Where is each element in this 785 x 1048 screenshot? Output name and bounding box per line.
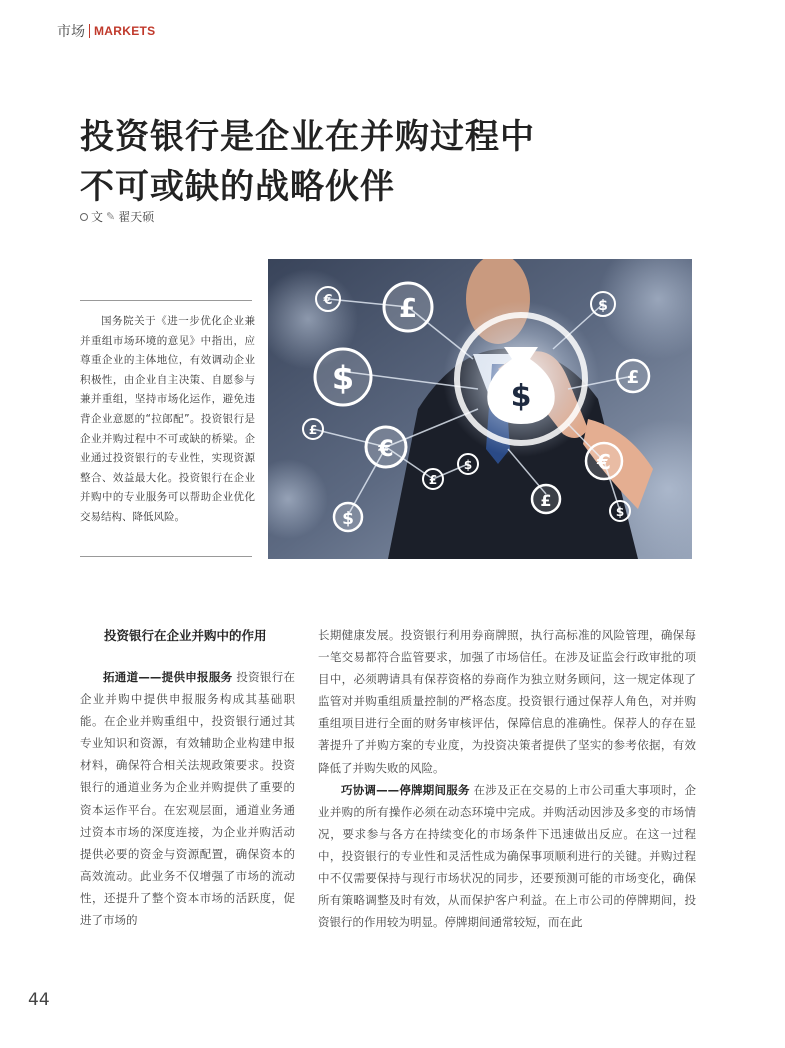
svg-text:$: $ [331,359,355,397]
svg-text:$: $ [510,379,532,414]
byline-prefix: 文 [91,210,104,224]
svg-text:£: £ [626,367,640,388]
paragraph-lead: 巧协调——停牌期间服务 [341,782,470,797]
abstract-top-rule [80,300,252,301]
svg-text:€: € [378,437,394,462]
author-name: 翟天硕 [118,210,155,224]
hero-illustration [268,259,692,559]
pound-icon [532,485,560,513]
svg-text:€: € [597,450,611,474]
svg-text:$: $ [463,458,473,472]
byline [80,208,154,225]
body-paragraph [80,666,295,931]
section-header [57,22,155,40]
svg-text:£: £ [398,294,418,324]
paragraph-text: 在涉及正在交易的上市公司重大事项时，企业并购的所有操作必须在动态环境中完成。并购活动因涉及多变的市场情况，要求参与各方在持续变化的市场条件下迅速做出反应。在这一过程中，投资银行的专业性和灵活性成为确保事项顺利进行的关键。并购过程中不仅需要保持与现行市场状况的同步，还要预测可能的市场变化，确保所有策略调整及时有效，从而保护客户利益。在上市公司的停牌期间，投资银行的作用较为明显。停牌期间通常较短，而在此 [318,782,696,930]
body-paragraph: 长期健康发展。投资银行利用券商牌照，执行高标准的风险管理，确保每一笔交易都符合监管要求，加强了市场信任。在涉及证监会行政审批的项目中，必须聘请具有保荐资格的券商作为独立财务顾问，这一规定体现了监管对并购重组质量控制的严格态度。投资银行通过保荐人角色，对并购重组项目进行全面的财务审核评估，保障信息的准确性。保荐人的存在显著提升了并购方案的专业度，为投资决策者提供了坚实的参考依据，有效降低了并购失败的风险。 [318,628,696,775]
article-title [80,112,535,212]
abstract-bottom-rule [80,556,252,557]
dollar-icon [334,503,362,531]
page-number: 44 [28,990,50,1010]
euro-icon [586,443,622,479]
body-paragraph [318,779,696,934]
paragraph-lead: 拓通道——提供申报服务 [103,670,233,684]
body-column-right [318,624,696,933]
section-name-en: MARKETS [94,24,156,38]
paragraph-text: 投资银行在企业并购中提供申报服务构成其基础职能。在企业并购重组中，投资银行通过其专业知识和资源，有效辅助企业构建申报材料，确保符合相关法规政策要求。投资银行的通道业务为企业并购提供了重要的资本运作平台。在宏观层面，通道业务通过资本市场的深度连接，为企业并购活动提供必要的资金与资源配置，确保资本的高效流动。此业务不仅增强了市场的流动性，还提升了整个资本市场的活跃度，促进了市场的 [80,670,296,928]
svg-text:£: £ [308,423,318,437]
svg-text:€: € [323,293,333,308]
article-title-line2: 不可或缺的战略伙伴 [80,167,395,207]
svg-text:£: £ [428,473,438,487]
svg-text:$: $ [342,509,354,529]
pound-icon [617,360,649,392]
section-divider [89,24,90,38]
svg-text:£: £ [540,491,552,510]
pound-icon [384,283,432,331]
dollar-icon [315,349,371,405]
pen-icon: ✎ [106,210,116,223]
article-title-line1: 投资银行是企业在并购过程中 [80,117,535,157]
section-heading: 投资银行在企业并购中的作用 [104,628,267,643]
byline-bullet-icon [80,213,88,221]
svg-text:$: $ [598,298,608,314]
svg-text:$: $ [615,505,625,519]
section-name-cn: 市场 [57,24,85,40]
abstract: 国务院关于《进一步优化企业兼并重组市场环境的意见》中指出，应尊重企业的主体地位，有效调动企业积极性，由企业自主决策、自愿参与兼并重组，坚持市场化运作，避免违背企业意愿的“拉郎配”。投资银行是企业并购过程中不可或缺的桥梁。企业通过投资银行的专业性，实现资源整合、效益最大化。投资银行在企业并购中的专业服务可以帮助企业优化交易结构、降低风险。 [80,315,255,523]
body-column-left [80,666,295,931]
hero-image [268,259,692,559]
euro-icon [366,427,406,467]
